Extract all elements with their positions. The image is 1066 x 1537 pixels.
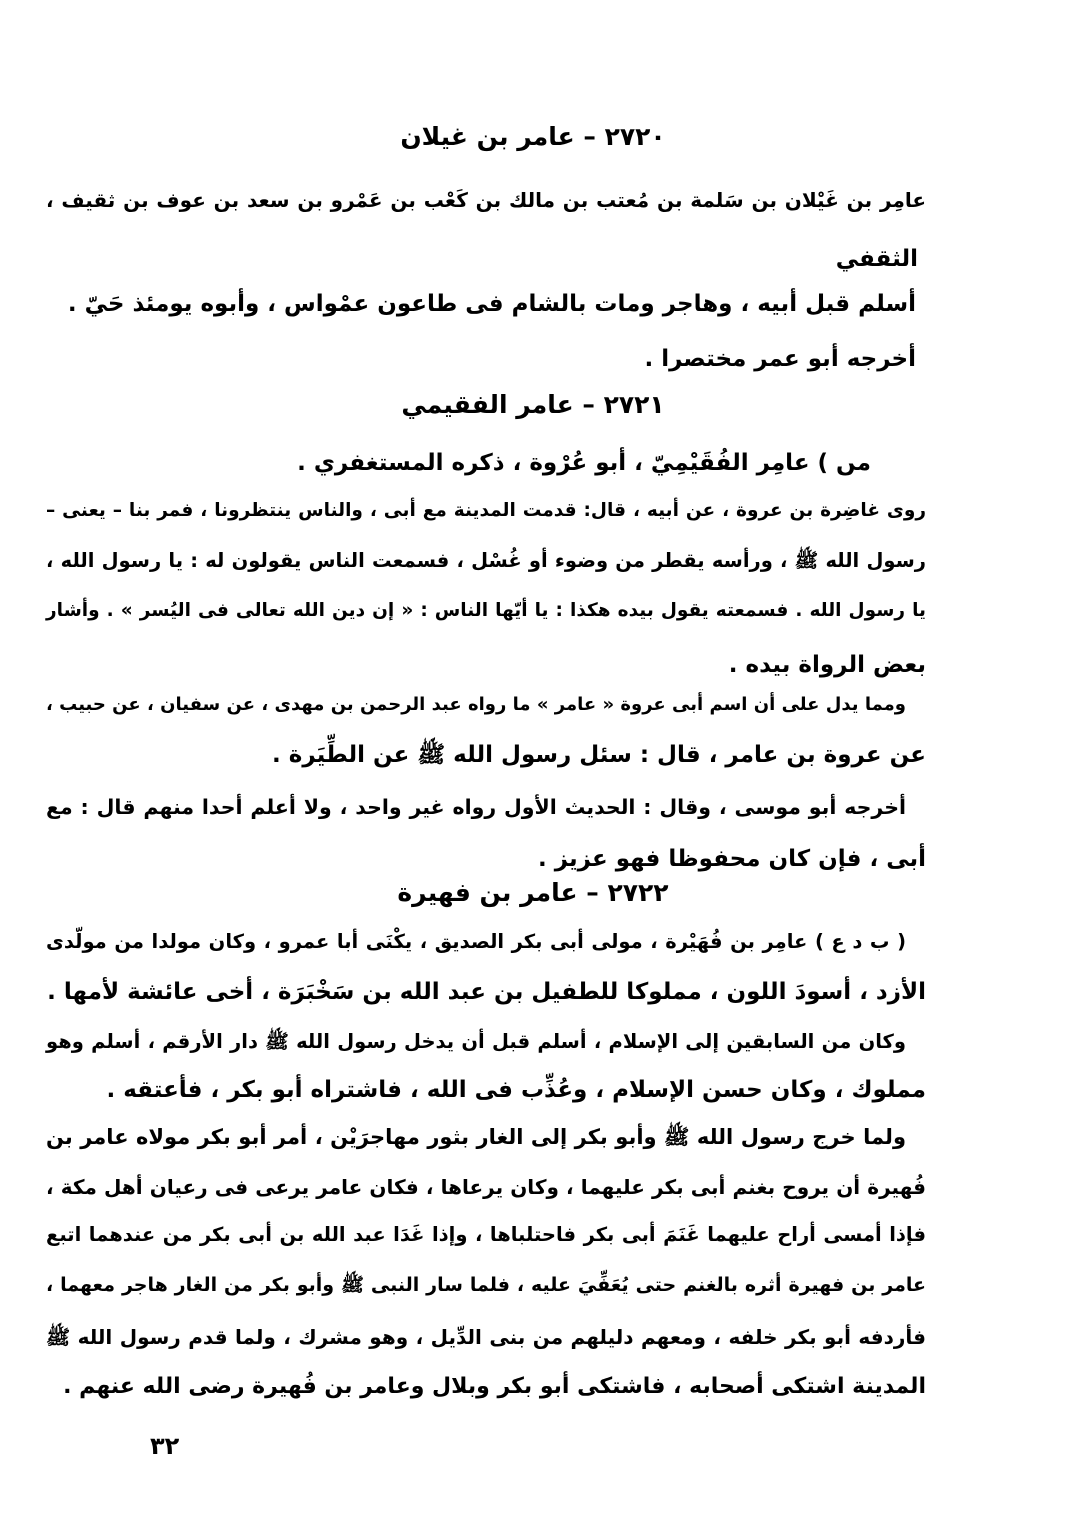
entry-line: عامِر بن غَيْلان بن سَلمة بن مُعتب بن مالك بن كَعْب بن عَمْرو بن سعد بن عوف بن ثقيف ، [46,188,926,212]
entry-line: أخرجه أبو موسى ، وقال : الحديث الأول رواه غير واحد ، ولا أعلم أحدا منهم قال : مع [46,795,906,819]
page-number: ٣٢ [150,1432,180,1460]
entry-line: ومما يدل على أن اسم أبى عروة « عامر » ما رواه عبد الرحمن بن مهدى ، عن سفيان ، عن حبيب ، [46,694,906,715]
entry-line: مملوك ، وكان حسن الإسلام ، وعُذِّب فى الله ، فاشتراه أبو بكر ، فأعتقه . [106,1077,926,1103]
entry-line: أخرجه أبو عمر مختصرا . [644,346,916,372]
entry-line: بعض الرواة بيده . [728,652,926,678]
entry-line: أسلم قبل أبيه ، وهاجر ومات بالشام فى طاعون عمْواس ، وأبوه يومئذ حَيّ . [67,291,916,317]
entry-line: المدينة اشتكى أصحابه ، فاشتكى أبو بكر وبلال وعامر بن فُهيرة رضى الله عنهم . [63,1374,926,1399]
entry-line: يا رسول الله . فسمعته يقول بيده هكذا : يا أيّها الناس : « إن دين الله تعالى فى اليُسر » . وأشار [46,600,926,621]
entry-line: روى غاضِرة بن عروة ، عن أبيه ، قال: قدمت المدينة مع أبى ، والناس ينتظرونا ، فمر بنا – يعنى – [46,500,926,521]
entry-line: الأزد ، أسودَ اللون ، مملوكا للطفيل بن عبد الله بن سَخْبَرَة ، أخى عائشة لأمها . [47,979,926,1005]
entry-heading-2722: ٢٧٢٢ – عامر بن فهيرة [397,878,669,907]
entry-line: الثقفي [835,246,918,272]
entry-line: ولما خرج رسول الله ﷺ وأبو بكر إلى الغار بثور مهاجرَيْن ، أمر أبو بكر مولاه عامر بن [46,1125,906,1149]
entry-line: عامر بن فهيرة أثره بالغنم حتى يُعَفِّيَ عليه ، فلما سار النبى ﷺ وأبو بكر من الغار هاجر معهما ، [46,1274,926,1296]
entry-line: رسول الله ﷺ ، ورأسه يقطر من وضوء أو غُسْل ، فسمعت الناس يقولون له : يا رسول الله ، [46,549,926,572]
entry-line: مں ) عامِر الفُقَيْمِيّ ، أبو عُرْوة ، ذكره المستغفري . [297,450,871,476]
entry-heading-2721: ٢٧٢١ – عامر الفقيمي [401,390,665,419]
entry-line: ( ب د ع ) عامِر بن فُهَيْرة ، مولى أبى بكر الصديق ، يكْنَى أبا عمرو ، وكان مولدا من مولّدى [46,930,906,953]
entry-line: وكان من السابقين إلى الإسلام ، أسلم قبل أن يدخل رسول الله ﷺ دار الأرقم ، أسلم وهو [46,1030,906,1053]
entry-line: عن عروة بن عامر ، قال : سئل رسول الله ﷺ عن الطِّيَرة . [272,742,926,768]
entry-line: فُهيرة أن يروح بغنم أبى بكر عليهما ، وكان يرعاها ، فكان عامر يرعى فى رعيان أهل مكة ، [46,1175,926,1199]
entry-line: أبى ، فإن كان محفوظا فهو عزيز . [537,846,926,872]
entry-line: فأردفه أبو بكر خلفه ، ومعهم دليلهم من بنى الدِّيل ، وهو مشرك ، ولما قدم رسول الله ﷺ [46,1325,926,1349]
entry-line: فإذا أمسى أراح عليهما غَنَمَ أبى بكر فاحتلباها ، وإذا غَدَا عبد الله بن أبى بكر من عندهما اتبع [46,1223,926,1246]
entry-heading-2720: ٢٧٢٠ – عامر بن غيلان [400,122,666,151]
